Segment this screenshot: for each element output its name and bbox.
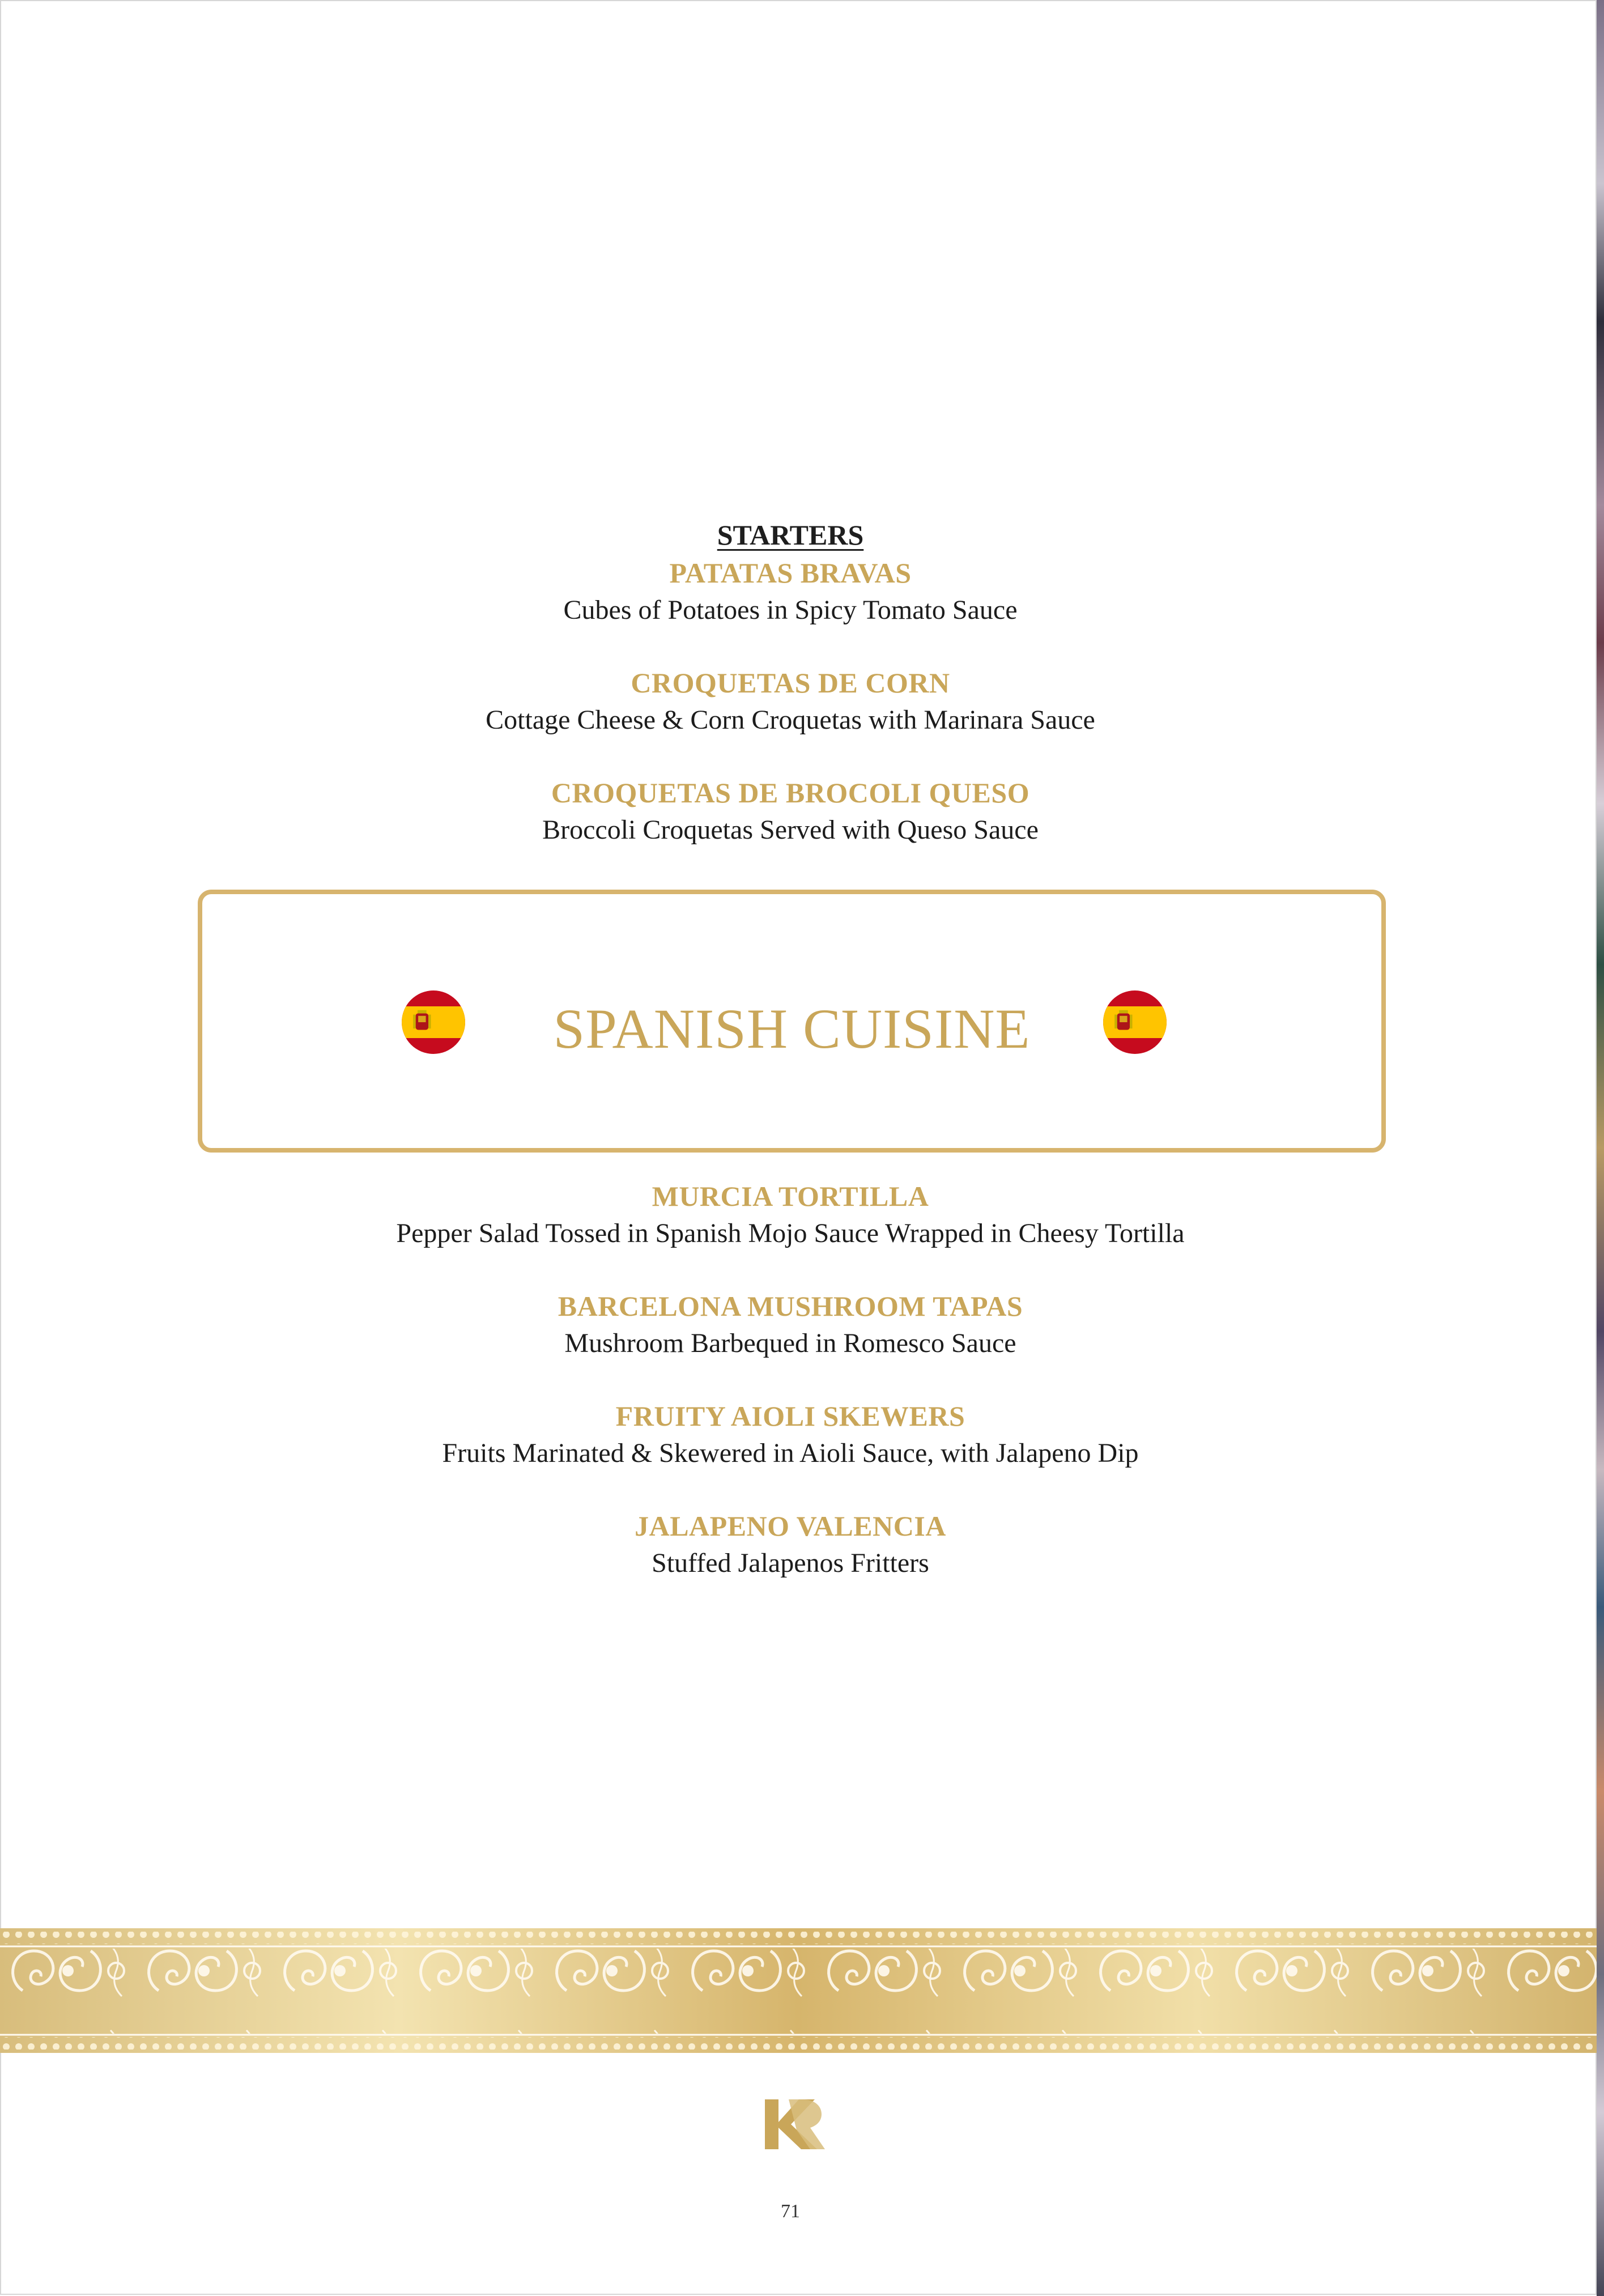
menu-item-name: CROQUETAS DE CORN xyxy=(631,667,950,699)
menu-item-name: MURCIA TORTILLA xyxy=(652,1180,929,1212)
menu-item-name: FRUITY AIOLI SKEWERS xyxy=(615,1400,965,1432)
banner-title: SPANISH CUISINE xyxy=(553,997,1031,1060)
menu-item-description: Cottage Cheese & Corn Croquetas with Marinara Sauce xyxy=(486,705,1095,735)
spain-flag-icon xyxy=(1103,990,1167,1054)
starters-list xyxy=(0,554,1581,849)
ornamental-border xyxy=(0,1928,1597,2053)
page-number: 71 xyxy=(781,2201,800,2222)
menu-item-description: Broccoli Croquetas Served with Queso Sauce xyxy=(542,815,1039,845)
menu-item-name: JALAPENO VALENCIA xyxy=(635,1510,946,1542)
cuisine-list xyxy=(0,1177,1581,1582)
menu-item-description: Stuffed Jalapenos Fritters xyxy=(652,1548,929,1578)
menu-item-name: PATATAS BRAVAS xyxy=(669,557,912,589)
section-heading-starters: STARTERS xyxy=(717,519,864,551)
menu-item-description: Pepper Salad Tossed in Spanish Mojo Sauce Wrapped in Cheesy Tortilla xyxy=(396,1218,1185,1248)
menu-item xyxy=(0,1397,1581,1472)
menu-item-name: CROQUETAS DE BROCOLI QUESO xyxy=(551,777,1030,809)
menu-item xyxy=(0,1507,1581,1582)
menu-item-description: Cubes of Potatoes in Spicy Tomato Sauce xyxy=(563,595,1018,625)
menu-item xyxy=(0,1287,1581,1362)
menu-item xyxy=(0,554,1581,629)
cuisine-banner xyxy=(198,890,1386,1153)
page-edge-strip xyxy=(1597,0,1604,2296)
menu-item-description: Fruits Marinated & Skewered in Aioli Sauce, with Jalapeno Dip xyxy=(442,1438,1139,1468)
menu-item xyxy=(0,774,1581,849)
kr-logo xyxy=(763,2098,826,2150)
menu-item xyxy=(0,1177,1581,1252)
menu-item-name: BARCELONA MUSHROOM TAPAS xyxy=(558,1290,1023,1322)
menu-item xyxy=(0,664,1581,739)
menu-item-description: Mushroom Barbequed in Romesco Sauce xyxy=(564,1328,1016,1358)
